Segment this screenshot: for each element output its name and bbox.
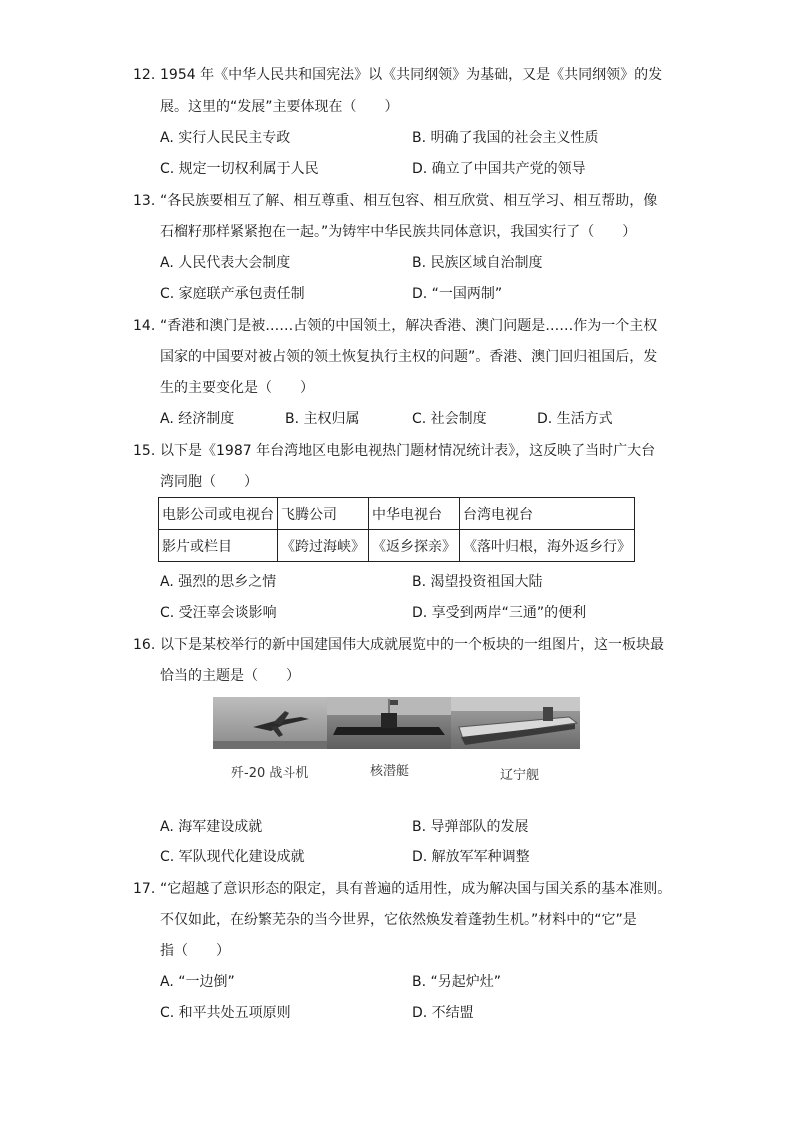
achievement-photo-strip: [213, 697, 580, 749]
question-text-line: “香港和澳门是被……占领的中国领土，解决香港、澳门问题是……作为一个主权: [160, 318, 658, 334]
nuclear-submarine-photo: [327, 697, 451, 749]
question-text-line: 以下是《1987 年台湾地区电影电视热门题材情况统计表》，这反映了当时广大台: [160, 443, 656, 459]
question-text-line: 国家的中国要对被占领的领土恢复执行主权的问题”。香港、澳门回归祖国后，发: [160, 349, 658, 365]
option-d[interactable]: D. 不结盟: [412, 1005, 474, 1021]
table-cell: 台湾电视台: [460, 498, 635, 530]
option-c[interactable]: C. 规定一切权利属于人民: [160, 161, 319, 177]
question-text-line: 湾同胞（ ）: [160, 474, 258, 490]
option-c[interactable]: C. 军队现代化建设成就: [160, 849, 305, 865]
question-text-line: “各民族要相互了解、相互尊重、相互包容、相互欣赏、相互学习、相互帮助，像: [160, 193, 658, 209]
option-a[interactable]: A. “一边倒”: [160, 974, 235, 990]
table-cell: 《返乡探亲》: [369, 530, 460, 562]
question-text-line: 指（ ）: [160, 943, 230, 959]
option-b[interactable]: B. 导弹部队的发展: [412, 819, 529, 835]
question-number: 13.: [133, 193, 156, 209]
question-text-line: 不仅如此，在纷繁芜杂的当今世界，它依然焕发着蓬勃生机。”材料中的“它”是: [160, 912, 637, 928]
option-b[interactable]: B. 渴望投资祖国大陆: [412, 574, 543, 590]
option-d[interactable]: D. 生活方式: [537, 411, 613, 427]
j20-fighter-photo: [213, 697, 327, 749]
image-caption: 歼-20 战斗机: [231, 766, 309, 781]
option-d[interactable]: D. 享受到两岸“三通”的便利: [412, 605, 587, 621]
question-text-line: 1954 年《中华人民共和国宪法》以《共同纲领》为基础，又是《共同纲领》的发: [160, 67, 663, 83]
table-row: [159, 530, 635, 562]
option-a[interactable]: A. 人民代表大会制度: [160, 255, 291, 271]
option-a[interactable]: A. 强烈的思乡之情: [160, 574, 277, 590]
table-cell: 电影公司或电视台: [159, 498, 278, 530]
question-number: 15.: [133, 443, 156, 459]
question-number: 14.: [133, 318, 156, 334]
option-b[interactable]: B. “另起炉灶”: [412, 974, 502, 990]
question-number: 12.: [133, 67, 156, 83]
table-cell: 飞腾公司: [278, 498, 369, 530]
image-caption: 核潜艇: [370, 764, 410, 779]
table-cell: 影片或栏目: [159, 530, 278, 562]
question-text-line: 石榴籽那样紧紧抱在一起。”为铸牢中华民族共同体意识，我国实行了（ ）: [160, 224, 637, 240]
option-a[interactable]: A. 经济制度: [160, 411, 235, 427]
image-caption: 辽宁舰: [500, 768, 540, 783]
question-text-line: 生的主要变化是（ ）: [160, 380, 314, 396]
option-b[interactable]: B. 主权归属: [285, 411, 360, 427]
option-a[interactable]: A. 海军建设成就: [160, 819, 263, 835]
question-text-line: “它超越了意识形态的限定，具有普遍的适用性，成为解决国与国关系的基本准则。: [160, 881, 672, 897]
option-b[interactable]: B. 明确了我国的社会主义性质: [412, 130, 599, 146]
question-text-line: 展。这里的“发展”主要体现在（ ）: [160, 99, 399, 115]
option-c[interactable]: C. 和平共处五项原则: [160, 1005, 291, 1021]
table-cell: 中华电视台: [369, 498, 460, 530]
question-number: 16.: [133, 637, 156, 653]
option-a[interactable]: A. 实行人民民主专政: [160, 130, 291, 146]
liaoning-carrier-photo: [451, 697, 580, 749]
table-cell: 《落叶归根，海外返乡行》: [460, 530, 635, 562]
question-text-line: 恰当的主题是（ ）: [160, 668, 300, 684]
option-b[interactable]: B. 民族区域自治制度: [412, 255, 543, 271]
option-c[interactable]: C. 家庭联产承包责任制: [160, 286, 305, 302]
question-text-line: 以下是某校举行的新中国建国伟大成就展览中的一个板块的一组图片，这一板块最: [160, 637, 664, 653]
option-d[interactable]: D. “一国两制”: [412, 286, 503, 302]
film-tv-statistics-table: [158, 497, 635, 562]
option-d[interactable]: D. 确立了中国共产党的领导: [412, 161, 586, 177]
table-row: [159, 498, 635, 530]
option-c[interactable]: C. 受汪辜会谈影响: [160, 605, 277, 621]
table-cell: 《跨过海峡》: [278, 530, 369, 562]
question-number: 17.: [133, 881, 156, 897]
option-c[interactable]: C. 社会制度: [412, 411, 487, 427]
option-d[interactable]: D. 解放军军种调整: [412, 849, 530, 865]
